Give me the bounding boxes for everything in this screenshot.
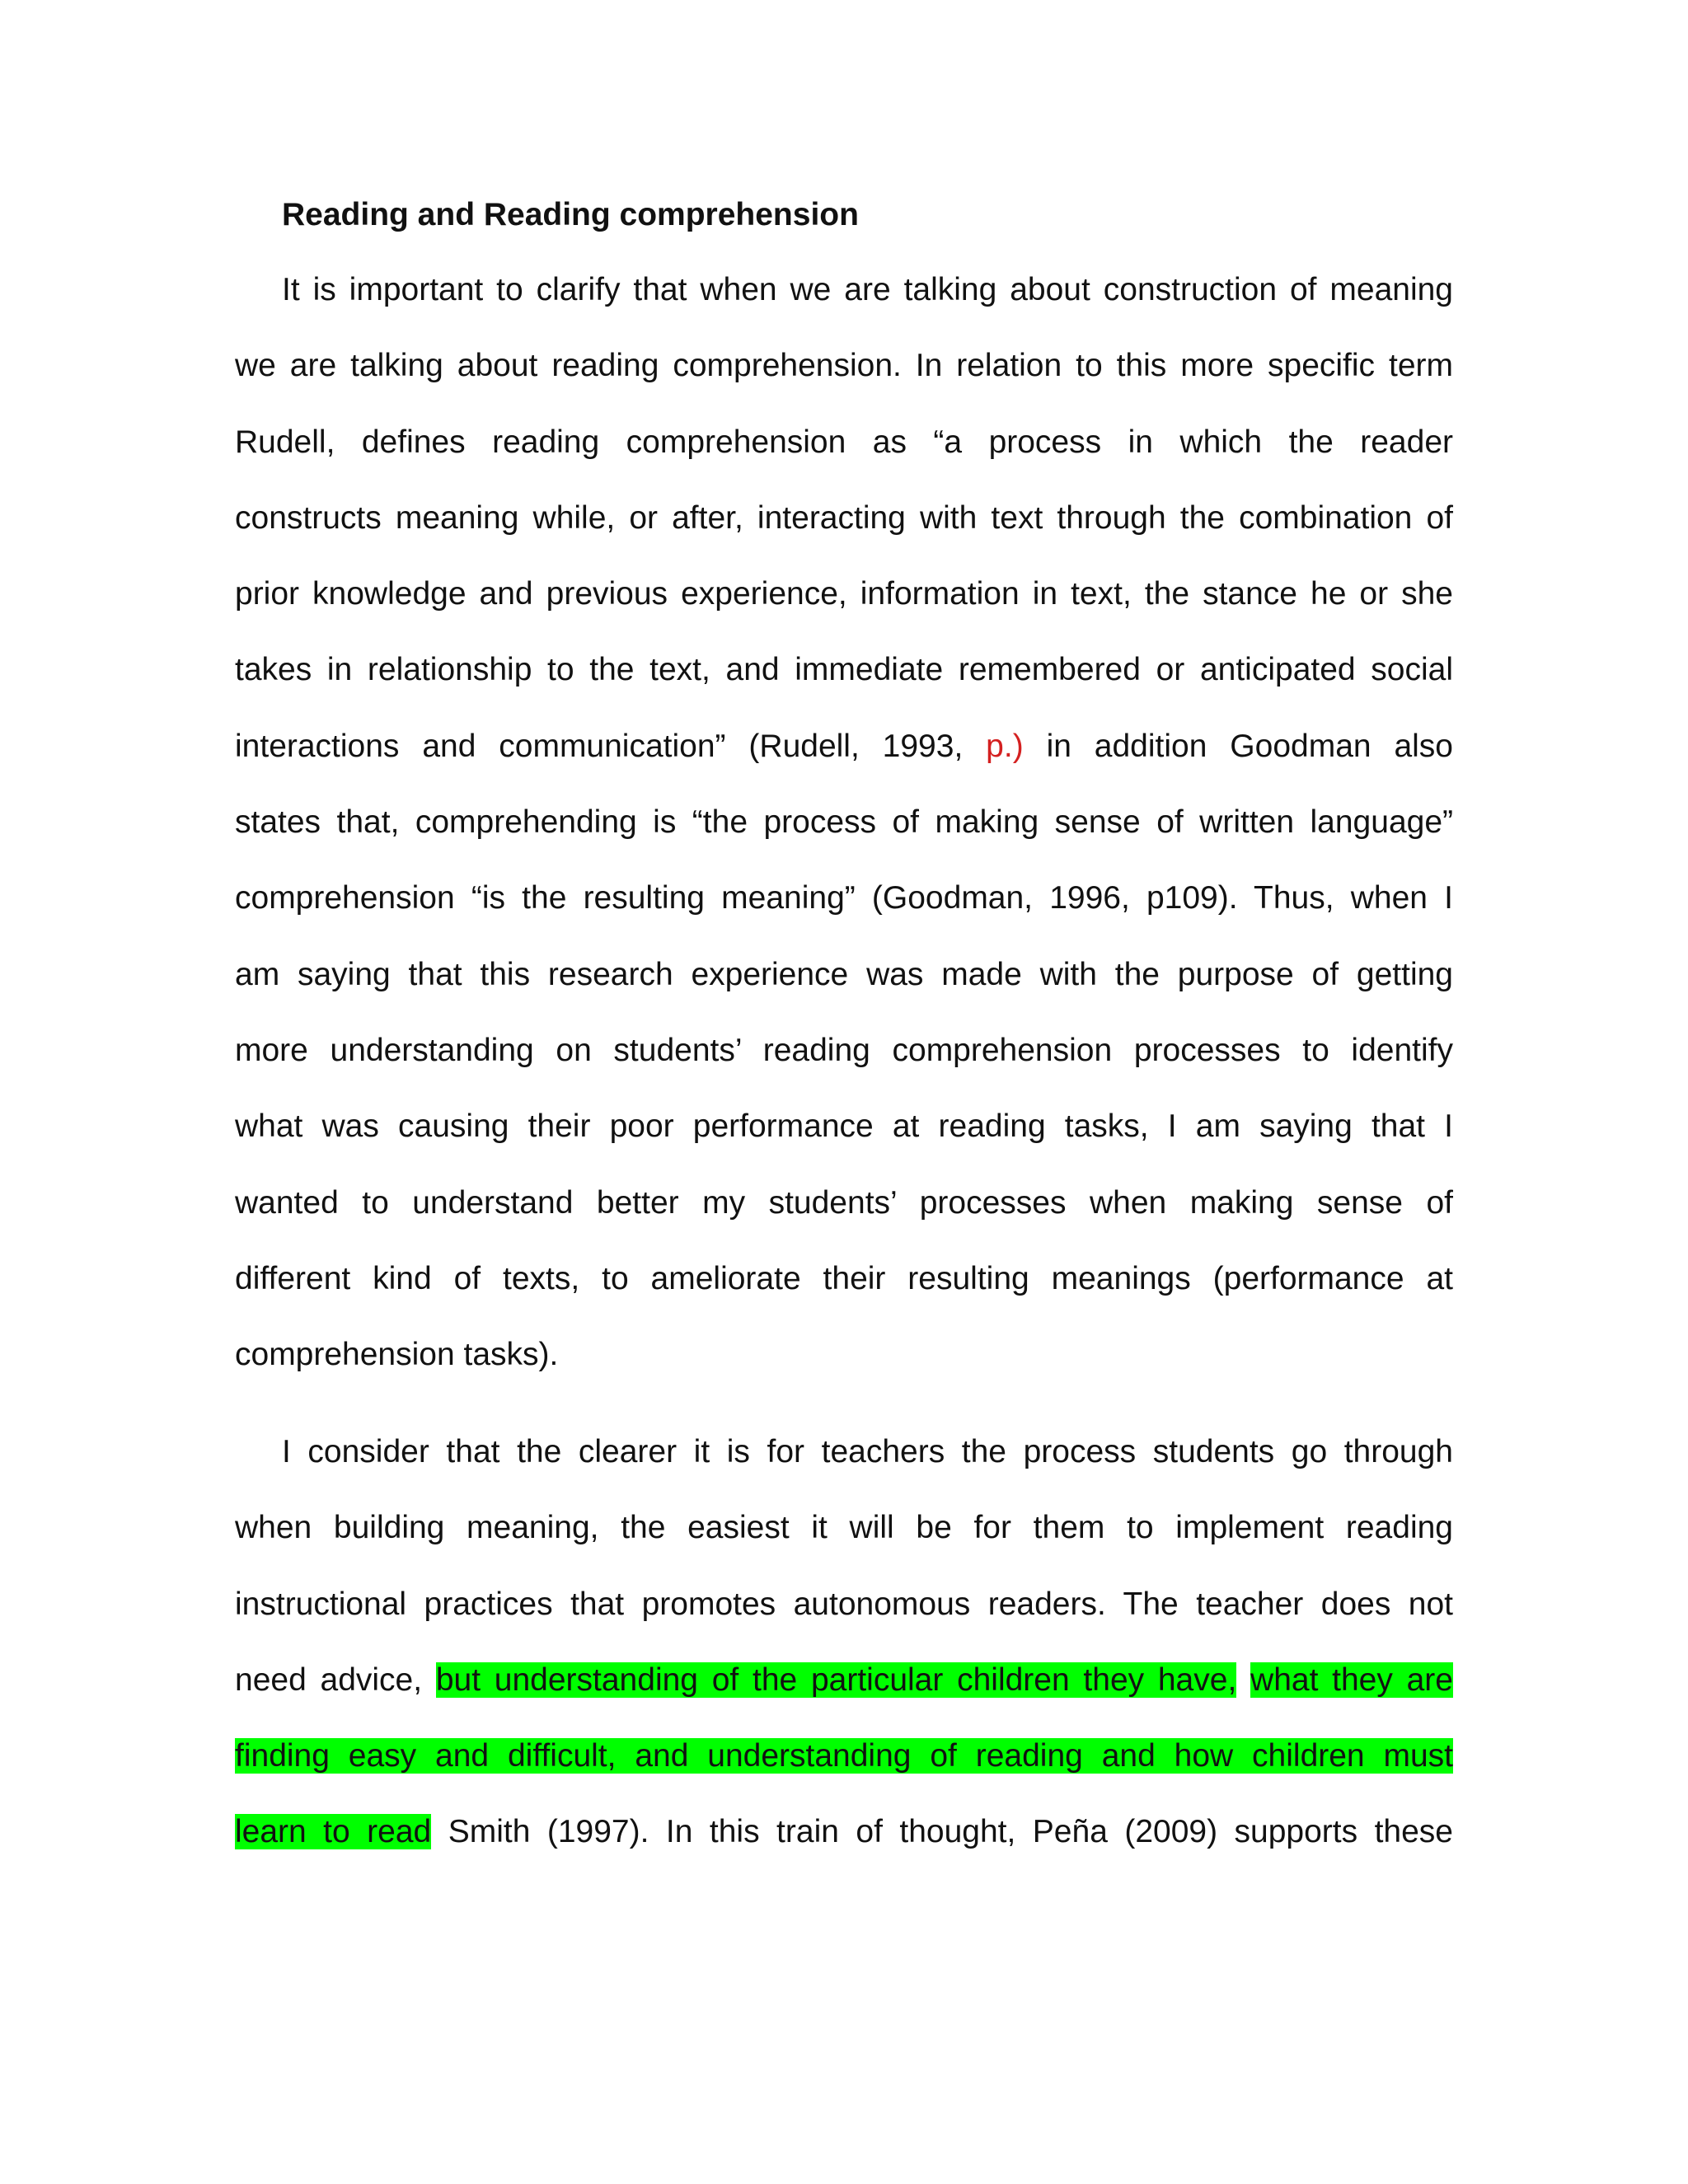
text-line: what was causing their poor performance at reading tasks, I am saying that I: [235, 1108, 1453, 1145]
text-line-with-highlight: [235, 1643, 1453, 1718]
text-segment: [1236, 1662, 1250, 1698]
text-line: am saying that this research experience was made with the purpose of getting: [235, 956, 1453, 992]
text-segment: Smith (1997). In this train of thought, Peña (2009) supports these: [431, 1814, 1453, 1850]
text-line: when building meaning, the easiest it will be for them to implement reading: [235, 1510, 1453, 1546]
highlighted-text: finding easy and difficult, and understanding of reading and how children must: [235, 1738, 1453, 1774]
text-line: It is important to clarify that when we are talking about construction of meaning: [282, 272, 1453, 307]
text-line: wanted to understand better my students’ processes when making sense of: [235, 1184, 1453, 1221]
text-segment: need advice,: [235, 1661, 436, 1698]
text-line: constructs meaning while, or after, interacting with text through the combination of: [235, 499, 1453, 536]
highlighted-text: learn to read: [235, 1814, 432, 1850]
text-line: more understanding on students’ reading comprehension processes to identify: [235, 1032, 1453, 1068]
paragraph-1: [235, 252, 1453, 1393]
paragraph-2: [235, 1414, 1453, 1871]
text-line-with-highlight: [235, 1794, 1453, 1870]
red-page-citation: p.): [986, 728, 1024, 764]
text-line: comprehension tasks).: [235, 1337, 559, 1373]
text-line-with-highlight: [235, 1718, 1453, 1794]
text-line: prior knowledge and previous experience, information in text, the stance he or she: [235, 576, 1453, 612]
text-line: different kind of texts, to ameliorate their resulting meanings (performance at: [235, 1260, 1453, 1296]
highlighted-text: but understanding of the particular children they have,: [435, 1661, 1237, 1698]
text-line: states that, comprehending is “the process of making sense of written language”: [235, 804, 1453, 841]
section-heading: Reading and Reading comprehension: [282, 197, 859, 232]
text-line: Rudell, defines reading comprehension as “a process in which the reader: [235, 424, 1453, 460]
text-line-with-red-citation: [235, 709, 1453, 785]
text-line: I consider that the clearer it is for teachers the process students go through: [282, 1434, 1453, 1469]
highlighted-text: what they are: [1250, 1661, 1453, 1698]
text-segment: in addition Goodman also: [1023, 728, 1453, 764]
text-segment: interactions and communication” (Rudell, 1993,: [235, 728, 987, 764]
text-line: comprehension “is the resulting meaning” (Goodman, 1996, p109). Thus, when I: [235, 880, 1453, 916]
text-line: instructional practices that promotes autonomous readers. The teacher does not: [235, 1586, 1453, 1622]
text-line: we are talking about reading comprehension. In relation to this more specific term: [235, 348, 1453, 384]
text-line: takes in relationship to the text, and immediate remembered or anticipated social: [235, 652, 1453, 688]
